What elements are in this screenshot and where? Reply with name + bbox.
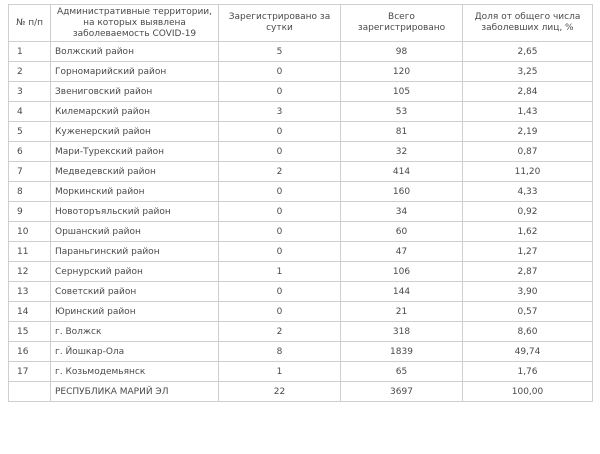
header-total: Всего зарегистрировано [341,5,463,42]
cell-num: 16 [9,342,51,362]
cell-share: 0,57 [463,302,593,322]
cell-total: 32 [341,142,463,162]
table-header-row [9,5,593,42]
cell-territory: Параньгинский район [51,242,219,262]
cell-share: 4,33 [463,182,593,202]
cell-per-day: 3 [219,102,341,122]
cell-share: 2,84 [463,82,593,102]
cell-share: 2,19 [463,122,593,142]
cell-total: 34 [341,202,463,222]
cell-num: 11 [9,242,51,262]
table-row [9,222,593,242]
cell-per-day: 0 [219,282,341,302]
cell-share: 2,87 [463,262,593,282]
covid-table-container [8,4,592,402]
cell-num: 9 [9,202,51,222]
cell-total: 47 [341,242,463,262]
cell-per-day: 8 [219,342,341,362]
cell-share: 1,43 [463,102,593,122]
cell-share: 1,27 [463,242,593,262]
cell-territory: Советский район [51,282,219,302]
cell-per-day: 0 [219,82,341,102]
cell-territory: г. Козьмодемьянск [51,362,219,382]
cell-share: 49,74 [463,342,593,362]
cell-num: 4 [9,102,51,122]
table-total-row [9,382,593,402]
cell-total: 3697 [341,382,463,402]
cell-share: 100,00 [463,382,593,402]
table-row [9,242,593,262]
cell-share: 8,60 [463,322,593,342]
cell-share: 0,87 [463,142,593,162]
cell-territory: Медведевский район [51,162,219,182]
cell-total: 160 [341,182,463,202]
cell-territory: Килемарский район [51,102,219,122]
table-row [9,142,593,162]
table-row [9,42,593,62]
cell-per-day: 0 [219,222,341,242]
cell-territory: Куженерский район [51,122,219,142]
header-per-day: Зарегистрировано за сутки [219,5,341,42]
cell-per-day: 5 [219,42,341,62]
table-row [9,362,593,382]
table-row [9,182,593,202]
cell-territory: Новоторъяльский район [51,202,219,222]
cell-total: 81 [341,122,463,142]
cell-num: 13 [9,282,51,302]
cell-territory: г. Волжск [51,322,219,342]
cell-total: 65 [341,362,463,382]
cell-share: 1,76 [463,362,593,382]
cell-territory: Звениговский район [51,82,219,102]
cell-num: 12 [9,262,51,282]
cell-territory: Волжский район [51,42,219,62]
header-num: № п/п [9,5,51,42]
table-body [9,42,593,402]
cell-per-day: 2 [219,162,341,182]
cell-num: 17 [9,362,51,382]
cell-num: 7 [9,162,51,182]
cell-num [9,382,51,402]
cell-per-day: 1 [219,262,341,282]
cell-per-day: 0 [219,242,341,262]
cell-total: 60 [341,222,463,242]
cell-share: 3,25 [463,62,593,82]
cell-total: 105 [341,82,463,102]
table-row [9,202,593,222]
covid-cases-table [8,4,593,402]
cell-num: 14 [9,302,51,322]
cell-per-day: 2 [219,322,341,342]
cell-territory: Сернурский район [51,262,219,282]
cell-share: 0,92 [463,202,593,222]
cell-per-day: 0 [219,122,341,142]
cell-total: 120 [341,62,463,82]
cell-territory: Мари-Турекский район [51,142,219,162]
cell-per-day: 0 [219,142,341,162]
cell-territory: г. Йошкар-Ола [51,342,219,362]
cell-total: 98 [341,42,463,62]
cell-num: 1 [9,42,51,62]
cell-territory: Горномарийский район [51,62,219,82]
cell-share: 2,65 [463,42,593,62]
cell-per-day: 1 [219,362,341,382]
cell-share: 1,62 [463,222,593,242]
cell-total: 144 [341,282,463,302]
cell-num: 3 [9,82,51,102]
table-row [9,82,593,102]
table-row [9,302,593,322]
cell-total: 106 [341,262,463,282]
table-row [9,322,593,342]
cell-num: 6 [9,142,51,162]
table-row [9,282,593,302]
table-row [9,62,593,82]
cell-share: 3,90 [463,282,593,302]
cell-num: 8 [9,182,51,202]
header-territory: Административные территории, на которых выявлена заболеваемость COVID-19 [51,5,219,42]
cell-per-day: 0 [219,182,341,202]
cell-share: 11,20 [463,162,593,182]
cell-territory: Моркинский район [51,182,219,202]
cell-per-day: 22 [219,382,341,402]
table-row [9,162,593,182]
cell-num: 15 [9,322,51,342]
cell-territory: Юринский район [51,302,219,322]
cell-num: 2 [9,62,51,82]
cell-per-day: 0 [219,62,341,82]
cell-total: 21 [341,302,463,322]
table-row [9,342,593,362]
cell-per-day: 0 [219,302,341,322]
table-row [9,102,593,122]
cell-num: 5 [9,122,51,142]
cell-territory: Оршанский район [51,222,219,242]
cell-total: 414 [341,162,463,182]
cell-per-day: 0 [219,202,341,222]
table-row [9,122,593,142]
cell-num: 10 [9,222,51,242]
cell-total: 53 [341,102,463,122]
header-share: Доля от общего числа заболевших лиц, % [463,5,593,42]
cell-total: 1839 [341,342,463,362]
cell-total: 318 [341,322,463,342]
cell-territory: РЕСПУБЛИКА МАРИЙ ЭЛ [51,382,219,402]
table-row [9,262,593,282]
